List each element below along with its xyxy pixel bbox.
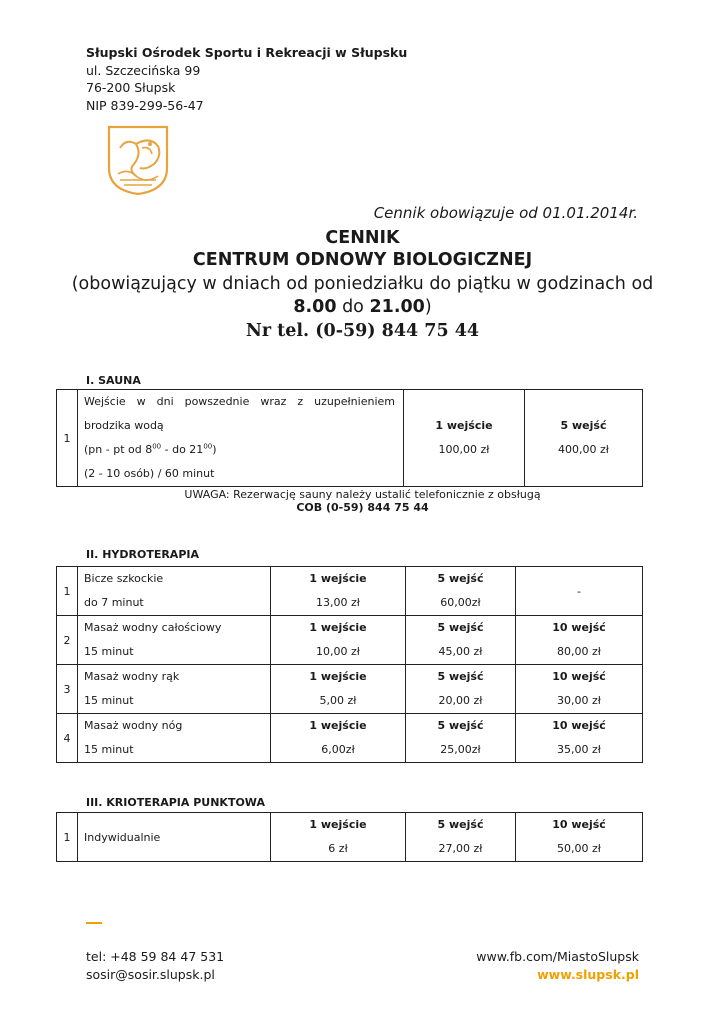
sauna-desc-line3: (pn - pt od $8^{00}$ - do $21^{00}$) bbox=[84, 442, 217, 456]
sauna-desc-line1: Wejście w dni powszednie wraz z uzupełnieniem bbox=[84, 395, 395, 408]
price-value: 13,00 zł bbox=[316, 596, 360, 609]
time-close: ) bbox=[424, 297, 432, 317]
treatment-time: 15 minut bbox=[84, 743, 134, 756]
treatment-time: 15 minut bbox=[84, 645, 134, 658]
price-header: 1 wejście bbox=[309, 572, 367, 585]
sauna-desc-line4: (2 - 10 osób) / 60 minut bbox=[84, 467, 215, 480]
sauna-row-number: 1 bbox=[57, 390, 78, 487]
price-header: 5 wejść bbox=[560, 419, 607, 432]
coat-of-arms-logo-icon bbox=[106, 124, 170, 196]
time-mid: do bbox=[336, 297, 370, 317]
treatment-name: Bicze szkockie bbox=[84, 572, 164, 585]
treatment-time: 15 minut bbox=[84, 694, 134, 707]
treatment-name: Indywidualnie bbox=[78, 813, 271, 862]
price-value: 60,00zł bbox=[440, 596, 481, 609]
page-subtitle: CENTRUM ODNOWY BIOLOGICZNEJ bbox=[192, 250, 533, 270]
treatment-time: do 7 minut bbox=[84, 596, 144, 609]
footer-website-link[interactable]: www.slupsk.pl bbox=[537, 966, 639, 982]
footer-email[interactable]: sosir@sosir.slupsk.pl bbox=[86, 966, 215, 982]
validity-note: Cennik obowiązuje od 01.01.2014r. bbox=[373, 204, 638, 222]
footer-facebook-link[interactable]: www.fb.com/MiastoSlupsk bbox=[476, 949, 639, 964]
section-heading-krio: III. KRIOTERAPIA PUNKTOWA bbox=[86, 796, 265, 809]
time-to: 21.00 bbox=[369, 297, 425, 317]
org-city: 76-200 Słupsk bbox=[86, 80, 176, 95]
table-row: 1 Bicze szkockie do 7 minut 1 wejście 13,00 zł 5 wejść 60,00zł - bbox=[57, 567, 643, 616]
table-row: 4 Masaż wodny nóg 15 minut 1 wejście 6,00zł 5 wejść 25,00zł 10 wejść 35,00 zł bbox=[57, 714, 643, 763]
sauna-single-entry bbox=[404, 390, 525, 487]
org-nip: NIP 839-299-56-47 bbox=[86, 97, 204, 113]
sauna-five-entries bbox=[525, 390, 643, 487]
treatment-name: Masaż wodny rąk bbox=[84, 670, 180, 683]
phone-number: Nr tel. (0-59) 844 75 44 bbox=[245, 321, 480, 341]
table-row: 3 Masaż wodny rąk 15 minut 1 wejście 5,00 zł 5 wejść 20,00 zł 10 wejść 30,00 zł bbox=[57, 665, 643, 714]
price-value: 100,00 zł bbox=[438, 443, 490, 456]
page-title: CENNIK bbox=[325, 228, 400, 248]
sauna-description bbox=[78, 390, 404, 487]
footer-phone: tel: +48 59 84 47 531 bbox=[86, 949, 225, 964]
org-header bbox=[86, 44, 407, 114]
footer-accent-line bbox=[86, 922, 102, 924]
sauna-desc-line2: brodzika wodą bbox=[84, 419, 164, 432]
hydro-table bbox=[56, 566, 643, 763]
krio-table bbox=[56, 812, 643, 862]
price-header: 5 wejść bbox=[437, 572, 484, 585]
section-heading-sauna: I. SAUNA bbox=[86, 374, 141, 387]
footer-links bbox=[476, 948, 639, 983]
sauna-reservation-note: UWAGA: Rezerwację sauny należy ustalić telefonicznie z obsługą COB (0-59) 844 75 44 bbox=[184, 488, 541, 514]
hours-range bbox=[0, 297, 725, 317]
price-value: 400,00 zł bbox=[558, 443, 609, 456]
table-row: 2 Masaż wodny całościowy 15 minut 1 wejście 10,00 zł 5 wejść 45,00 zł 10 wejść 80,00 zł bbox=[57, 616, 643, 665]
section-heading-hydro: II. HYDROTERAPIA bbox=[86, 548, 199, 561]
org-street: ul. Szczecińska 99 bbox=[86, 62, 201, 78]
time-from: 8.00 bbox=[293, 297, 337, 317]
footer-contact bbox=[86, 948, 224, 983]
no-price-dash: - bbox=[516, 567, 643, 616]
table-row: 1 Indywidualnie 1 wejście 6 zł 5 wejść 27,00 zł 10 wejść 50,00 zł bbox=[57, 813, 643, 862]
treatment-name: Masaż wodny nóg bbox=[84, 719, 183, 732]
hours-line: (obowiązujący w dniach od poniedziałku do piątku w godzinach od bbox=[71, 274, 654, 294]
treatment-name: Masaż wodny całościowy bbox=[84, 621, 222, 634]
org-name: Słupski Ośrodek Sportu i Rekreacji w Słupsku bbox=[86, 45, 408, 60]
sauna-table bbox=[56, 389, 643, 487]
price-header: 1 wejście bbox=[435, 419, 493, 432]
